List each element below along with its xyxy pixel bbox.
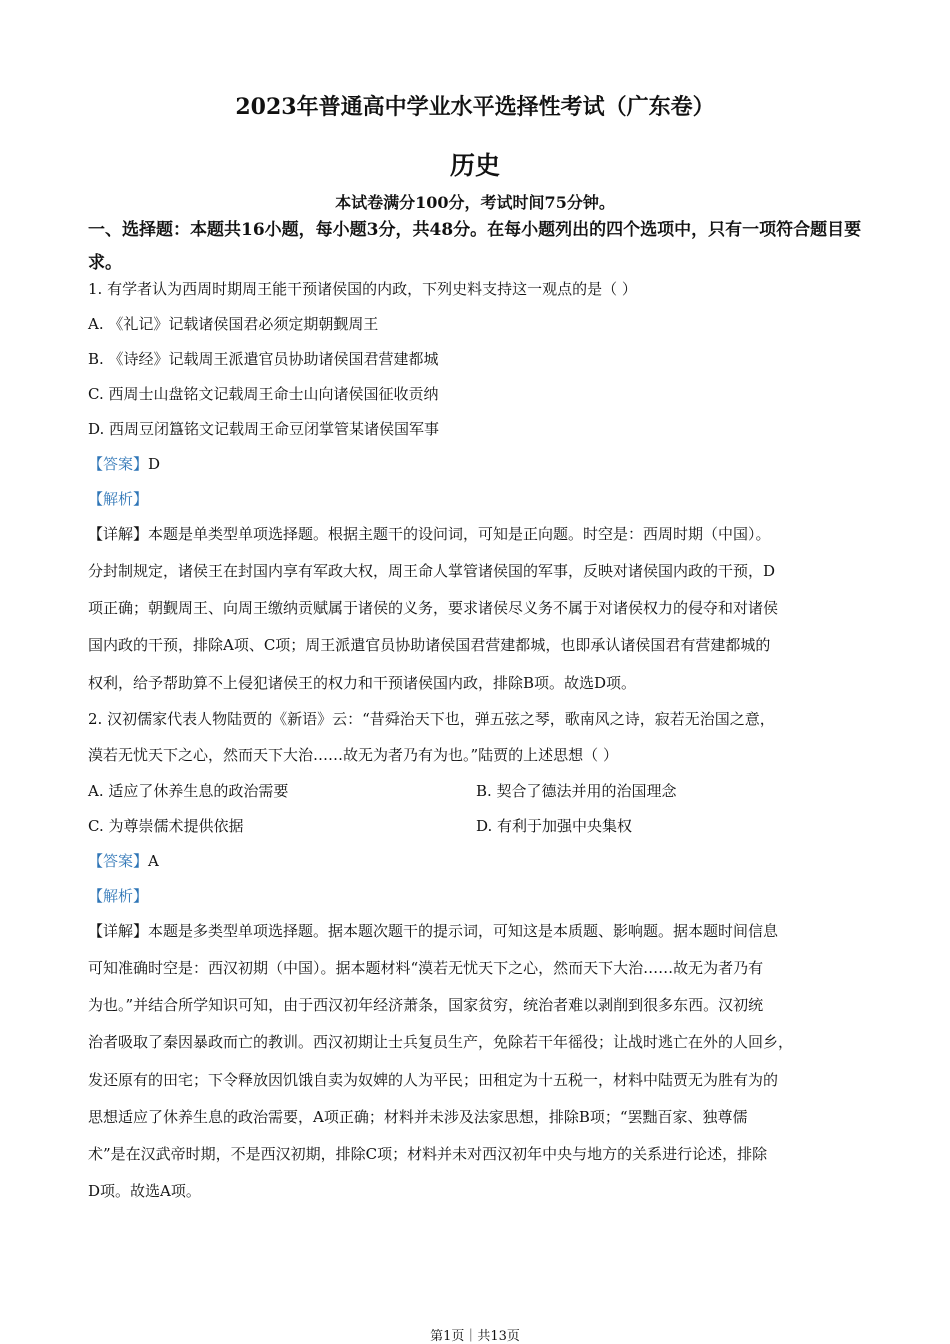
question-1-analysis-tag: 【解析】	[88, 490, 149, 508]
detail-text: 本题是多类型单项选择题。据本题次题干的提示词，可知这是本质题、影响题。据本题时间信息	[148, 922, 779, 940]
question-1-detail-line: 权利，给予帮助算不上侵犯诸侯王的权力和干预诸侯国内政，排除B项。故选D项。	[88, 674, 637, 692]
section-heading: 一、选择题：本题共16小题，每小题3分，共48分。在每小题列出的四个选项中，只有一项符合题目要求。	[88, 220, 862, 273]
question-2-detail-line: 术”是在汉武帝时期，不是西汉初期，排除C项；材料并未对西汉初年中央与地方的关系进行论述，排除	[88, 1145, 768, 1163]
question-1-option-b: B. 《诗经》记载周王派遣官员协助诸侯国君营建都城	[88, 350, 439, 368]
question-2-detail-line: 治者吸取了秦因暴政而亡的教训。西汉初期让士兵复员生产，免除若干年徭役；让战时逃亡在外的人回乡，	[88, 1033, 794, 1051]
question-1-detail-line: 项正确；朝觐周王、向周王缴纳贡赋属于诸侯的义务，要求诸侯尽义务不属于对诸侯权力的侵夺和对诸侯	[88, 599, 779, 617]
question-2-analysis-tag: 【解析】	[88, 887, 149, 905]
question-2-detail-line	[88, 921, 778, 941]
question-2-detail-line: D项。故选A项。	[88, 1182, 201, 1200]
answer-tag: 【答案】	[88, 455, 149, 473]
page-footer: 第1页｜共13页	[430, 1329, 520, 1344]
exam-title: 2023年普通高中学业水平选择性考试（广东卷）	[235, 94, 715, 120]
question-2-stem: 漠若无忧天下之心，然而天下大治……故无为者乃有为也。”陆贾的上述思想（ ）	[88, 746, 618, 764]
question-1-detail-line: 国内政的干预，排除A项、C项；周王派遣官员协助诸侯国君营建都城，也即承认诸侯国君有营建都城的	[88, 636, 771, 654]
question-1-detail-line: 分封制规定，诸侯王在封国内享有军政大权，周王命人掌管诸侯国的军事，反映对诸侯国内政的干预，D	[88, 562, 776, 580]
question-2-option-a: A. 适应了休养生息的政治需要	[88, 782, 289, 800]
question-2-option-c: C. 为尊崇儒术提供依据	[88, 817, 244, 835]
answer-tag: 【答案】	[88, 852, 149, 870]
question-2-detail-line: 思想适应了休养生息的政治需要，A项正确；材料并未涉及法家思想，排除B项；“罢黜百家、独尊儒	[88, 1108, 748, 1126]
detail-tag: 【详解】	[88, 922, 149, 940]
question-2-option-d: D. 有利于加强中央集权	[476, 817, 633, 835]
question-1-option-a: A. 《礼记》记载诸侯国君必须定期朝觐周王	[88, 315, 379, 333]
subject-title: 历史	[449, 151, 500, 180]
exam-info: 本试卷满分100分，考试时间75分钟。	[335, 193, 615, 212]
question-2-stem: 2. 汉初儒家代表人物陆贾的《新语》云：“昔舜治天下也，弹五弦之琴，歌南风之诗，寂若无治国之意，	[88, 710, 775, 728]
question-2-detail-line: 为也。”并结合所学知识可知，由于西汉初年经济萧条，国家贫穷，统治者难以剥削到很多东西。汉初统	[88, 996, 764, 1014]
answer-value: D	[148, 455, 161, 473]
question-1-detail-line	[88, 524, 771, 544]
detail-text: 本题是单类型单项选择题。根据主题干的设问词，可知是正向题。时空是：西周时期（中国）。	[148, 525, 771, 543]
detail-tag: 【详解】	[88, 525, 149, 543]
question-1-stem: 1. 有学者认为西周时期周王能干预诸侯国的内政，下列史料支持这一观点的是（ ）	[88, 280, 637, 298]
question-1-option-c: C. 西周士山盘铭文记载周王命士山向诸侯国征收贡纳	[88, 385, 439, 403]
question-1-option-d: D. 西周豆闭簋铭文记载周王命豆闭掌管某诸侯国军事	[88, 420, 440, 438]
question-1-answer	[88, 454, 160, 474]
answer-value: A	[148, 852, 159, 870]
question-2-detail-line: 发还原有的田宅；下令释放因饥饿自卖为奴婢的人为平民；田租定为十五税一，材料中陆贾无为胜有为的	[88, 1071, 779, 1089]
question-2-detail-line: 可知准确时空是：西汉初期（中国）。据本题材料“漠若无忧天下之心，然而天下大治……故无为者乃有	[88, 959, 764, 977]
question-2-option-b: B. 契合了德法并用的治国理念	[476, 782, 677, 800]
question-2-answer	[88, 851, 159, 871]
